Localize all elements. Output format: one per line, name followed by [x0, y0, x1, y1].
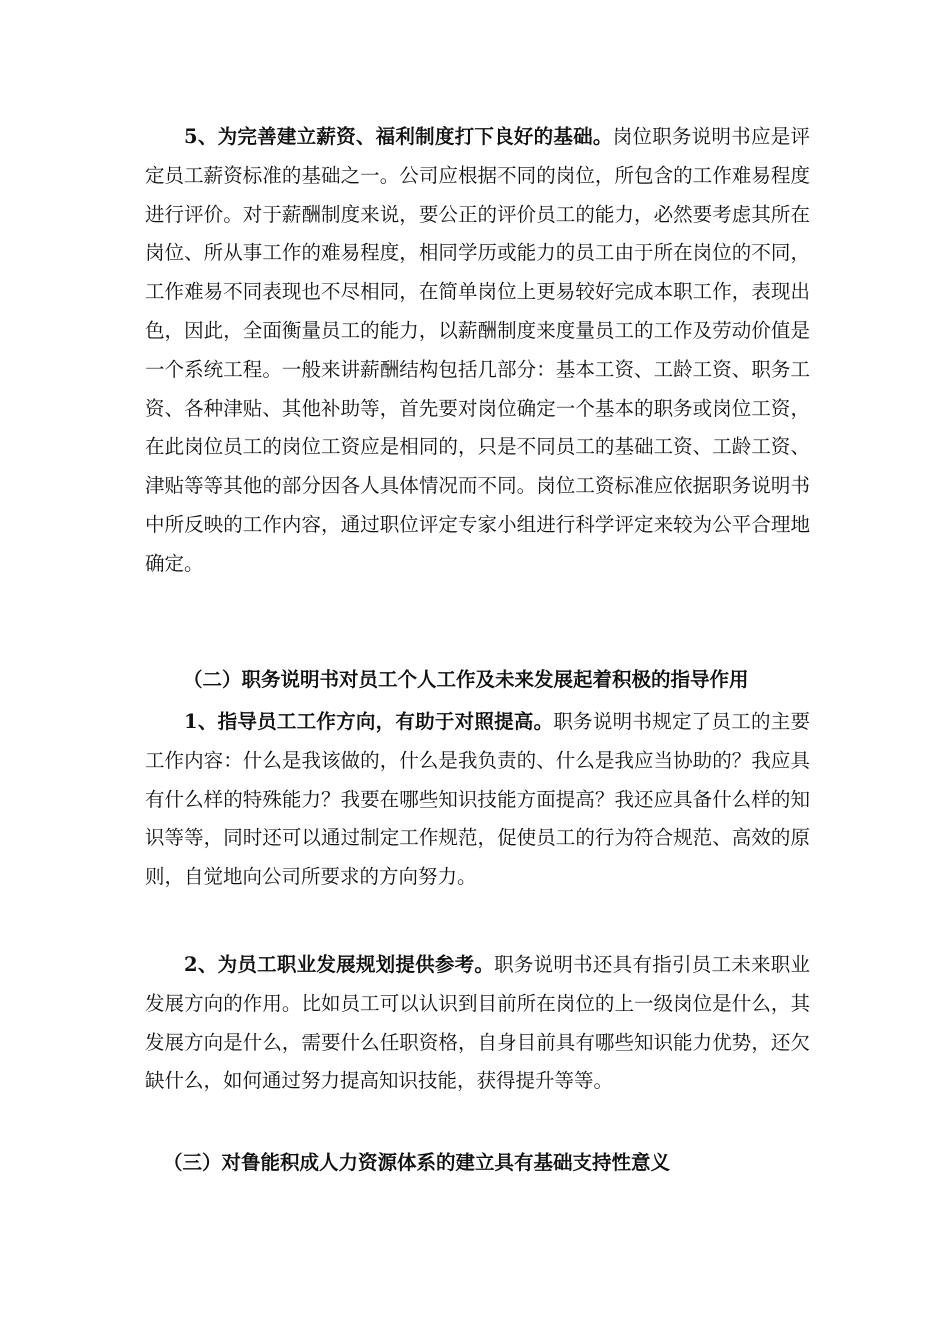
paragraph-lead-career-planning: 2、为员工职业发展规划提供参考。 [184, 953, 495, 976]
paragraph-career-planning [145, 946, 810, 1101]
paragraph-lead-work-direction: 1、指导员工工作方向，有助于对照提高。 [184, 710, 554, 733]
section-heading-3: （三）对鲁能积成人力资源体系的建立具有基础支持性意义 [163, 1151, 671, 1174]
paragraph-work-direction [145, 703, 810, 897]
section-heading-2: （二）职务说明书对员工个人工作及未来发展起着积极的指导作用 [183, 668, 749, 691]
paragraph-body-work-direction: 职务说明书规定了员工的主要工作内容：什么是我该做的，什么是我负责的、什么是我应当协助的？我应具有什么样的特殊能力？我要在哪些知识技能方面提高？我还应具备什么样的知识等等，同时还可以通过制定工作规范，促使员工的行为符合规范、高效的原则，自觉地向公司所要求的方向努力。 [145, 710, 810, 889]
paragraph-body-career-planning: 职务说明书还具有指引员工未来职业发展方向的作用。比如员工可以认识到目前所在岗位的上一级岗位是什么，其发展方向是什么，需要什么任职资格，自身目前具有哪些知识能力优势，还欠缺什么，如何通过努力提高知识技能，获得提升等等。 [145, 953, 810, 1093]
paragraph-body-salary-welfare: 岗位职务说明书应是评定员工薪资标准的基础之一。公司应根据不同的岗位，所包含的工作难易程度进行评价。对于薪酬制度来说，要公正的评价员工的能力，必然要考虑其所在岗位、所从事工作的难易程度，相同学历或能力的员工由于所在岗位的不同，工作难易不同表现也不尽相同，在简单岗位上更易较好完成本职工作，表现出色，因此，全面衡量员工的能力，以薪酬制度来度量员工的工作及劳动价值是一个系统工程。一般来讲薪酬结构包括几部分：基本工资、工龄工资、职务工资、各种津贴、其他补助等，首先要对岗位确定一个基本的职务或岗位工资，在此岗位员工的岗位工资应是相同的，只是不同员工的基础工资、工龄工资、津贴等等其他的部分因各人具体情况而不同。岗位工资标准应依据职务说明书中所反映的工作内容，通过职位评定专家小组进行科学评定来较为公平合理地确定。 [145, 125, 810, 575]
paragraph-lead-salary-welfare: 5、为完善建立薪资、福利制度打下良好的基础。 [184, 125, 613, 148]
paragraph-salary-welfare [145, 118, 810, 584]
